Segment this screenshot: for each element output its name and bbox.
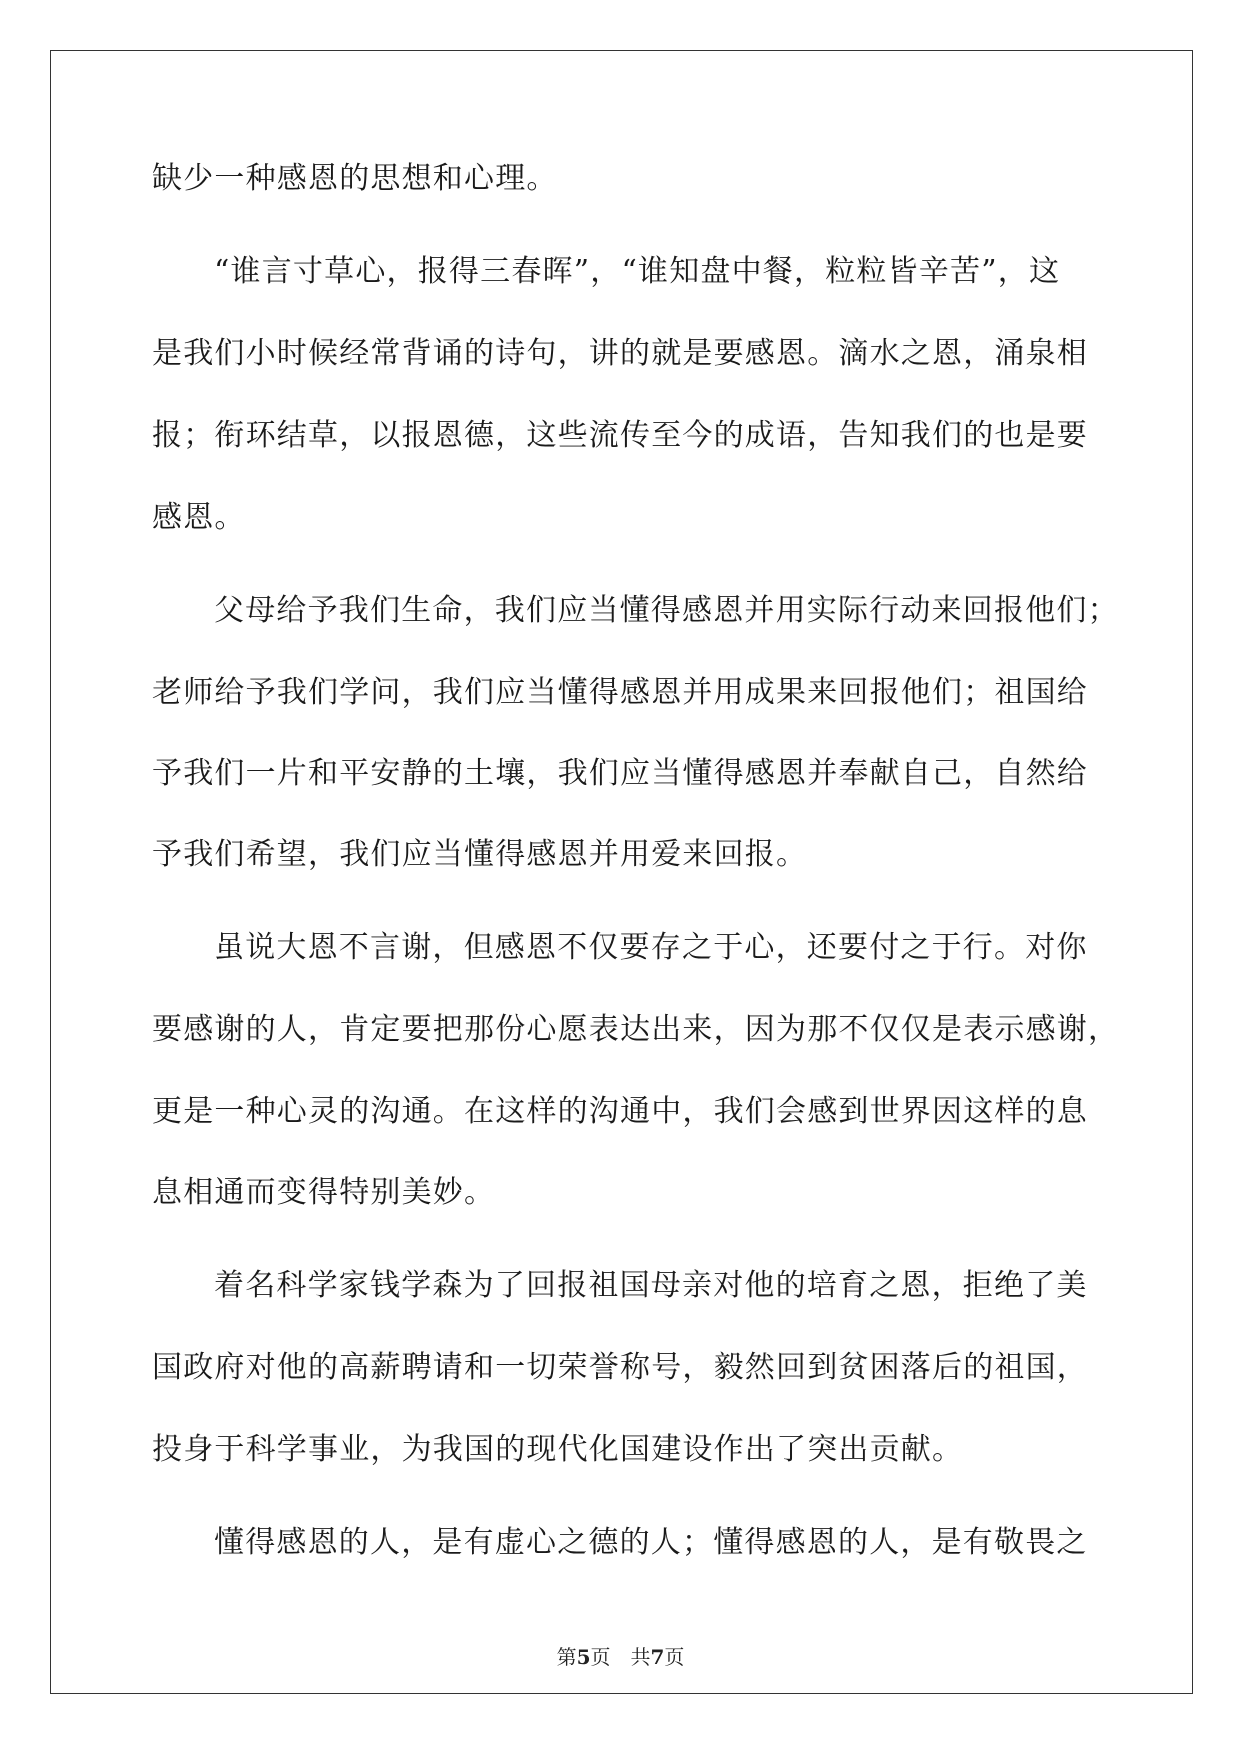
- text-line: 息相通而变得特别美妙。: [152, 1175, 496, 1210]
- text-line: 投身于科学事业，为我国的现代化国建设作出了突出贡献。: [152, 1432, 964, 1467]
- page-prefix: 第: [556, 1645, 577, 1669]
- text-line: 报；衔环结草，以报恩德，这些流传至今的成语，告知我们的也是要: [152, 418, 1088, 453]
- paragraph-first-line: 懂得感恩的人，是有虚心之德的人；懂得感恩的人，是有敬畏之: [214, 1525, 1088, 1560]
- text-line: 国政府对他的高薪聘请和一切荣誉称号，毅然回到贫困落后的祖国，: [152, 1350, 1088, 1385]
- text-line: 更是一种心灵的沟通。在这样的沟通中，我们会感到世界因这样的息: [152, 1094, 1088, 1129]
- paragraph-first-line: 着名科学家钱学森为了回报祖国母亲对他的培育之恩，拒绝了美: [214, 1268, 1088, 1303]
- paragraph-first-line: 虽说大恩不言谢，但感恩不仅要存之于心，还要付之于行。对你: [214, 930, 1088, 965]
- page-current-number: 5: [576, 1645, 591, 1669]
- text-line: 予我们希望，我们应当懂得感恩并用爱来回报。: [152, 837, 808, 872]
- page-suffix: 页: [590, 1645, 611, 1669]
- text-line: 是我们小时候经常背诵的诗句，讲的就是要感恩。滴水之恩，涌泉相: [152, 336, 1088, 371]
- total-prefix: 共: [630, 1645, 651, 1669]
- paragraph-first-line: 父母给予我们生命，我们应当懂得感恩并用实际行动来回报他们；: [214, 593, 1119, 628]
- page-footer: [0, 1645, 1241, 1669]
- text-line: 予我们一片和平安静的土壤，我们应当懂得感恩并奉献自己，自然给: [152, 756, 1088, 791]
- page-total-number: 7: [650, 1645, 665, 1669]
- total-suffix: 页: [664, 1645, 685, 1669]
- text-line: 要感谢的人，肯定要把那份心愿表达出来，因为那不仅仅是表示感谢，: [152, 1012, 1120, 1047]
- paragraph-first-line: “谁言寸草心，报得三春晖”，“谁知盘中餐，粒粒皆辛苦”，这: [214, 254, 1061, 289]
- text-line: 老师给予我们学问，我们应当懂得感恩并用成果来回报他们；祖国给: [152, 675, 1088, 710]
- text-line: 感恩。: [152, 500, 246, 535]
- text-line: 缺少一种感恩的思想和心理。: [152, 161, 558, 196]
